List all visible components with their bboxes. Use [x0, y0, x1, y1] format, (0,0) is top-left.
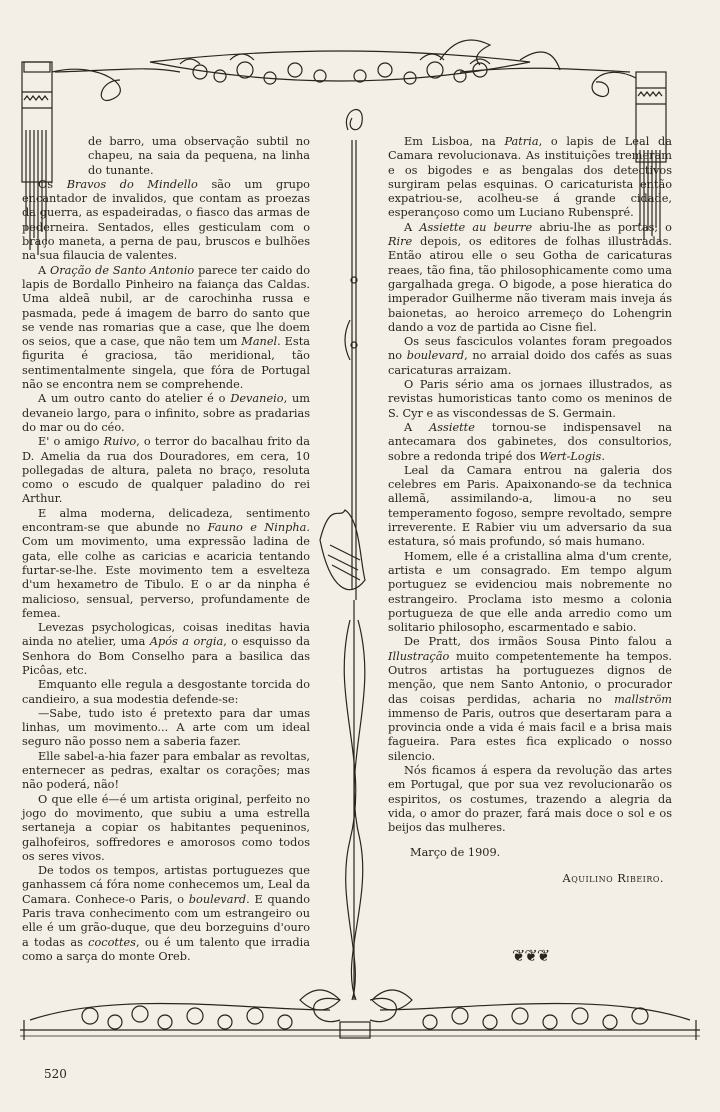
italic-title: Oração de Santo Antonio — [50, 263, 195, 277]
article-date: Março de 1909. — [410, 845, 501, 859]
italic-title: Assiette — [429, 420, 475, 434]
paragraph: O que elle é—é um artista original, perfeito no jogo do movimento, que subiu a uma estrella sertaneja a copiar os habitantes pequeninos, galhofeiros, soffredores e amorosos como todos os seres vivos. — [22, 792, 310, 863]
paragraph: Levezas psychologicas, coisas ineditas havia ainda no atelier, uma Após a orgia, o esquisso da Senhora do Bom Conselho para a basilica das Picôas, etc. — [22, 621, 310, 677]
paragraph: A Assiette tornou-se indispensavel na antecamara dos gabinetes, dos consultorios, sobre a redonda tripé dos Wert-Logis. — [388, 420, 672, 463]
italic-title: Patria — [504, 135, 539, 148]
italic-title: Após a orgia — [149, 635, 224, 649]
author-signature: Aquilino Ribeiro. — [562, 871, 664, 885]
paragraph: De Pratt, dos irmãos Sousa Pinto falou a Illustração muito competentemente ha tempos. Outros artistas ha portuguezes dignos de menção, que nem Santo Antonio, o procurador das coisas perdidas, acharia no mallström immenso de Paris, outros que desertaram para a provincia onde a vida é mais facil e a brisa mais fagueira. Para estes fica explicado o nosso silencio. — [388, 635, 672, 763]
italic-title: Devaneio — [230, 392, 284, 406]
top-garland-fruits — [180, 54, 490, 84]
italic-title: Wert-Logis — [539, 449, 602, 463]
italic-title: Assiette au beurre — [419, 220, 533, 234]
right-text-column — [388, 135, 672, 886]
italic-title: Manel — [241, 335, 278, 349]
paragraph: Elle sabel-a-hia fazer para embalar as revoltas, enternecer as pedras, exaltar os corações; mas não poderá, não! — [22, 749, 310, 792]
italic-title: Illustração — [388, 649, 450, 663]
paragraph: Em Lisboa, na Patria, o lapis de Leal da Camara revolucionava. As instituições tremeram e os bigodes e as bengalas dos detectivos surgiram pelas esquinas. O caricaturista então expatriou-se, acolheu-se á grande cidade, esperançoso como um Luciano Rubenspré. — [388, 135, 673, 220]
paragraph: A um outro canto do atelier é o Devaneio, um devaneio largo, para o infinito, sobre as pradarias do mar ou do céo. — [22, 392, 310, 434]
end-ornament-icon: ❦❦❦ — [512, 946, 550, 965]
paragraph: O Paris sério ama os jornaes illustrados, as revistas humoristicas tanto como os meninos de S. Cyr e as viscondessas de S. Germain. — [388, 378, 672, 420]
italic-title: Ruivo — [103, 435, 137, 449]
italic-title: boulevard — [406, 349, 465, 363]
paragraph: E' o amigo Ruivo, o terror do bacalhau frito da D. Amelia da rua dos Douradores, em cera, 10 pollegadas de altura, paleta no braço, resoluta como o escudo de qualquer paladino do rei Arthur. — [22, 435, 310, 506]
paragraph: E alma moderna, delicadeza, sentimento encontram-se que abunde no Fauno e Ninpha. Com um movimento, uma expressão ladina de gata, elle colhe as caricias e acaricia tentando furtar-se-lhe. Este movimento tem a esvelteza d'um hexametro de Tibulo. E o ar da ninpha é malicioso, sensual, perverso, profundamente de femea. — [22, 506, 311, 620]
left-text-column — [22, 135, 310, 964]
paragraph: Nós ficamos á espera da revolução das artes em Portugal, que por sua vez revolucionarão os espiritos, os costumes, trazendo a alegria da vida, o amor do prazer, fará mais doce o sol e os beijos das mulheres. — [388, 764, 672, 835]
italic-title: Rire — [388, 235, 413, 249]
italic-title: boulevard — [188, 892, 247, 906]
italic-title: mallström — [614, 692, 672, 706]
paragraph: A Oração de Santo Antonio parece ter caido do lapis de Bordallo Pinheiro na faiança das Caldas. Uma aldeã nubil, ar de carochinha russa e pasmada, pede á imagem de barro do santo que se vende nas romarias que a case, que lhe doem os seios, que a case, que não tem um Manel. Esta figurita é graciosa, tão meridional, tão sentimentalmente singela, que fóra de Portugal não se encontra nem se comprehende. — [22, 263, 310, 392]
paragraph: Os Bravos do Mindello são um grupo encantador de invalidos, que contam as proezas da guerra, as espadeiradas, o fiasco das armas de pederneira. Sentados, elles gesticulam com o braço maneta, a perna de pau, bruscos e bulhões na sua filaucia de valentes. — [22, 177, 310, 263]
italic-title: Fauno e Ninpha — [207, 521, 307, 535]
paragraph: —Sabe, tudo isto é pretexto para dar umas linhas, um movimento... A arte com um ideal seguro não posso nem a saberia fazer. — [22, 706, 310, 749]
page-number: 520 — [44, 1067, 67, 1081]
paragraph: Homem, elle é a cristallina alma d'um crente, artista e um consagrado. Em tempo algum portuguez se evidenciou mais nobremente no estrangeiro. Proclama isto mesmo a colonia portugueza de que elle anda arredio como um solitario philosopho, escarmentado e sabio. — [388, 549, 672, 635]
paragraph: Leal da Camara entrou na galeria dos celebres em Paris. Apaixonando-se da technica allemã, assimilando-a, limou-a no seu temperamento fogoso, sempre revoltado, sempre irreverente. E Rabier viu um adversario da sua estatura, só mais profundo, só mais humano. — [388, 463, 672, 549]
paragraph: A Assiette au beurre abriu-lhe as portas, o Rire depois, os editores de folhas illustradas. Então atirou elle o seu Gotha de caricaturas reaes, tão fina, tão philosophicamente como uma gargalhada grega. O bigode, a pose hieratica do imperador Guilherme não tiveram mais inveja ás baionetas, ao heroico arremeço do Lohengrin dando a voz de partida ao Cisne fiel. — [388, 220, 672, 334]
paragraph: De todos os tempos, artistas portuguezes que ganhassem cá fóra nome conhecemos um, Leal da Camara. Conhece-o Paris, o boulevard. E quando Paris trava conhecimento com um estrangeiro ou elle é um grão-duque, que deu borzeguins d'ouro a todas as cocottes, ou é um talento que irradia como a sarça do monte Oreb. — [22, 864, 310, 963]
central-stem-ornament — [314, 110, 397, 1022]
paragraph: Os seus fasciculos volantes foram pregoados no boulevard, no arraial doido dos cafés as suas caricaturas arraizam. — [388, 335, 672, 377]
italic-title: Bravos do Mindello — [66, 177, 198, 191]
bottom-garland-ornament — [20, 990, 700, 1040]
paragraph: de barro, uma observação subtil no chapeu, na saia da pequena, na linha do tunante. — [88, 135, 310, 177]
italic-title: cocottes — [88, 935, 136, 949]
paragraph: Emquanto elle regula a desgostante torcida do candieiro, a sua modestia defende-se: — [22, 678, 310, 706]
